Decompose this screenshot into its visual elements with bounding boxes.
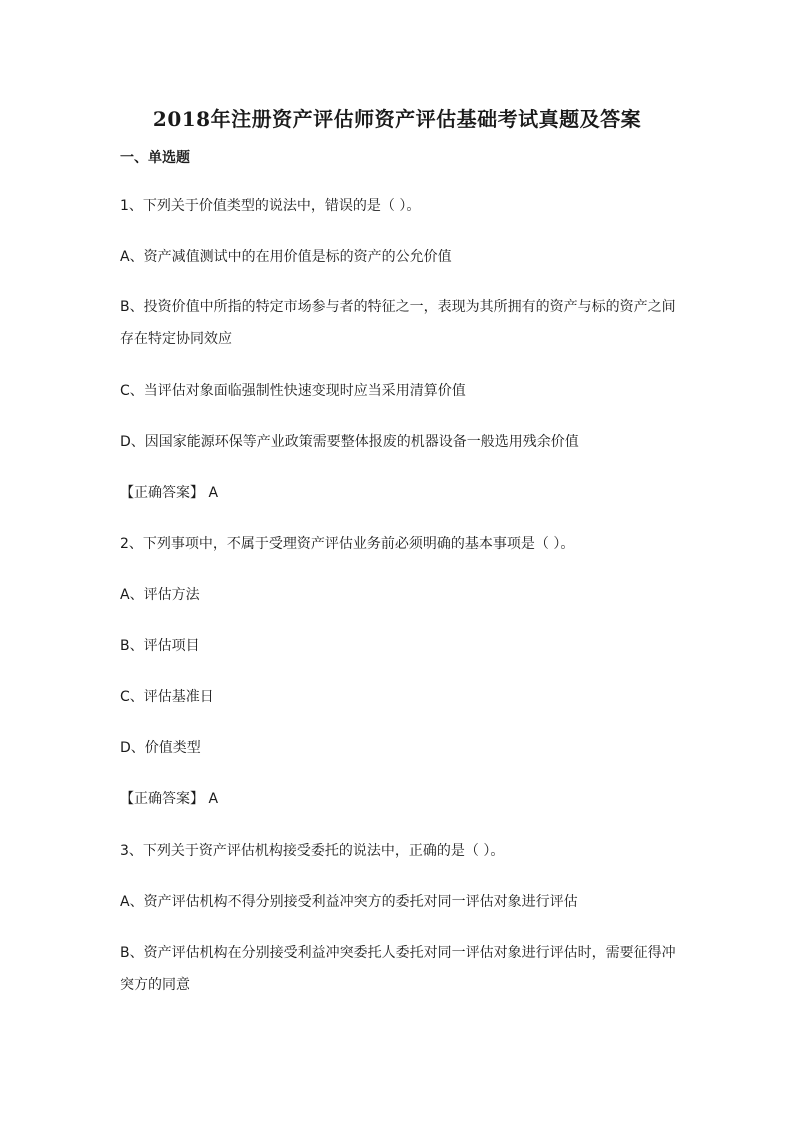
question-2-option-a: A、评估方法	[120, 587, 200, 603]
question-2-option-b: B、评估项目	[120, 638, 200, 654]
question-1-option-b: B、投资价值中所指的特定市场参与者的特征之一，表现为其所拥有的资产与标的资产之间存在特定协同效应	[120, 299, 676, 347]
question-1-option-a: A、资产减值测试中的在用价值是标的资产的公允价值	[120, 249, 452, 265]
question-1-answer: 【正确答案】 A	[120, 485, 219, 501]
question-1-option-c: C、当评估对象面临强制性快速变现时应当采用清算价值	[120, 383, 466, 399]
section-heading: 一、单选题	[120, 150, 190, 166]
question-3-option-b: B、资产评估机构在分别接受利益冲突委托人委托对同一评估对象进行评估时，需要征得冲突方的同意	[120, 945, 676, 993]
question-2: 2、下列事项中，不属于受理资产评估业务前必须明确的基本事项是（ ）。	[120, 536, 575, 552]
question-1-option-d: D、因国家能源环保等产业政策需要整体报废的机器设备一般选用残余价值	[120, 434, 579, 450]
question-3: 3、下列关于资产评估机构接受委托的说法中，正确的是（ ）。	[120, 843, 505, 859]
question-2-option-c: C、评估基准日	[120, 689, 214, 705]
question-1: 1、下列关于价值类型的说法中，错误的是（ ）。	[120, 198, 421, 214]
document-title: 2018年注册资产评估师资产评估基础考试真题及答案	[152, 107, 642, 131]
question-2-option-d: D、价值类型	[120, 740, 201, 756]
question-3-option-a: A、资产评估机构不得分别接受利益冲突方的委托对同一评估对象进行评估	[120, 894, 578, 910]
question-2-answer: 【正确答案】 A	[120, 791, 219, 807]
